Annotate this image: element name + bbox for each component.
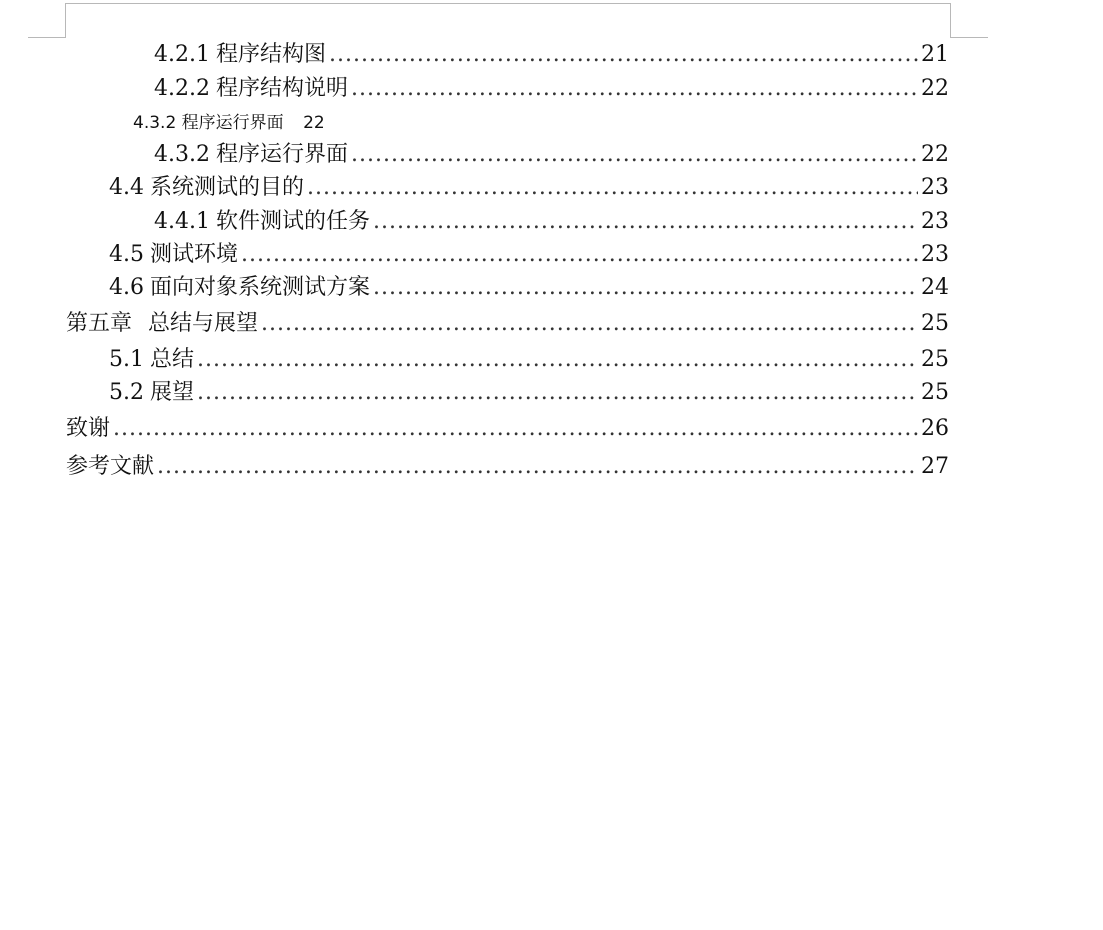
toc-entry-title: 致谢 [66, 416, 111, 441]
toc-entry-acknowledgements[interactable] [66, 414, 949, 444]
toc-entry-page: 25 [921, 347, 949, 372]
dot-leader [373, 273, 918, 303]
toc-entry-4-2-2[interactable] [154, 74, 949, 104]
toc-entry-page: 21 [921, 42, 949, 67]
toc-entry-page: 26 [921, 416, 949, 441]
toc-entry-title: 程序运行界面 [181, 113, 284, 133]
toc-entry-title: 系统测试的目的 [150, 175, 305, 200]
dot-leader [197, 378, 918, 408]
toc-entry-page: 22 [303, 113, 325, 133]
dot-leader [113, 414, 918, 444]
toc-entry-number: 4.6 [109, 275, 144, 300]
toc-entry-number: 4.5 [109, 242, 144, 267]
dot-leader [157, 452, 918, 482]
toc-entry-page: 25 [921, 311, 949, 336]
dot-leader [373, 207, 918, 237]
toc-entry-page: 27 [921, 454, 949, 479]
dot-leader [241, 240, 918, 270]
dot-leader [197, 345, 918, 375]
toc-entry-4-2-1[interactable] [154, 40, 949, 70]
dot-leader [307, 173, 918, 203]
toc-entry-page: 23 [921, 242, 949, 267]
dot-leader [329, 40, 918, 70]
toc-entry-title: 总结 [150, 347, 195, 372]
toc-entry-4-4[interactable] [109, 173, 949, 203]
toc-entry-number: 4.2.1 [154, 42, 210, 67]
toc-entry-chapter-5[interactable] [66, 309, 949, 339]
toc-entry-4-4-1[interactable] [154, 207, 949, 237]
toc-entry-page: 22 [921, 76, 949, 101]
toc-entry-page: 24 [921, 275, 949, 300]
toc-entry-number: 4.2.2 [154, 76, 210, 101]
dot-leader [261, 309, 918, 339]
toc-entry-number: 5.1 [109, 347, 144, 372]
toc-entry-5-1[interactable] [109, 345, 949, 375]
toc-entry-number: 4.3.2 [133, 113, 177, 133]
toc-entry-4-3-2[interactable] [154, 140, 949, 170]
toc-entry-number: 4.4.1 [154, 209, 210, 234]
dot-leader [351, 74, 918, 104]
dot-leader [351, 140, 918, 170]
toc-entry-title: 面向对象系统测试方案 [150, 275, 371, 300]
toc-entry-title: 测试环境 [150, 242, 239, 267]
toc-entry-page: 23 [921, 175, 949, 200]
toc-entry-title: 总结与展望 [148, 311, 259, 336]
toc-entry-title: 参考文献 [66, 454, 155, 479]
toc-entry-page: 25 [921, 380, 949, 405]
toc-entry-page: 23 [921, 209, 949, 234]
toc-entry-number: 4.4 [109, 175, 144, 200]
toc-stray-entry-4-3-2[interactable] [133, 112, 325, 134]
toc-entry-4-6[interactable] [109, 273, 949, 303]
toc-entry-title: 程序运行界面 [215, 142, 348, 167]
toc-entry-number: 5.2 [109, 380, 144, 405]
toc-entry-title: 程序结构图 [215, 42, 326, 67]
toc-entry-title: 软件测试的任务 [215, 209, 370, 234]
toc-entry-number: 第五章 [66, 311, 133, 336]
toc-entry-5-2[interactable] [109, 378, 949, 408]
toc-entry-4-5[interactable] [109, 240, 949, 270]
toc-entry-number: 4.3.2 [154, 142, 210, 167]
toc-entry-title: 程序结构说明 [215, 76, 348, 101]
toc-entry-title: 展望 [150, 380, 195, 405]
toc-entry-page: 22 [921, 142, 949, 167]
toc-entry-references[interactable] [66, 452, 949, 482]
